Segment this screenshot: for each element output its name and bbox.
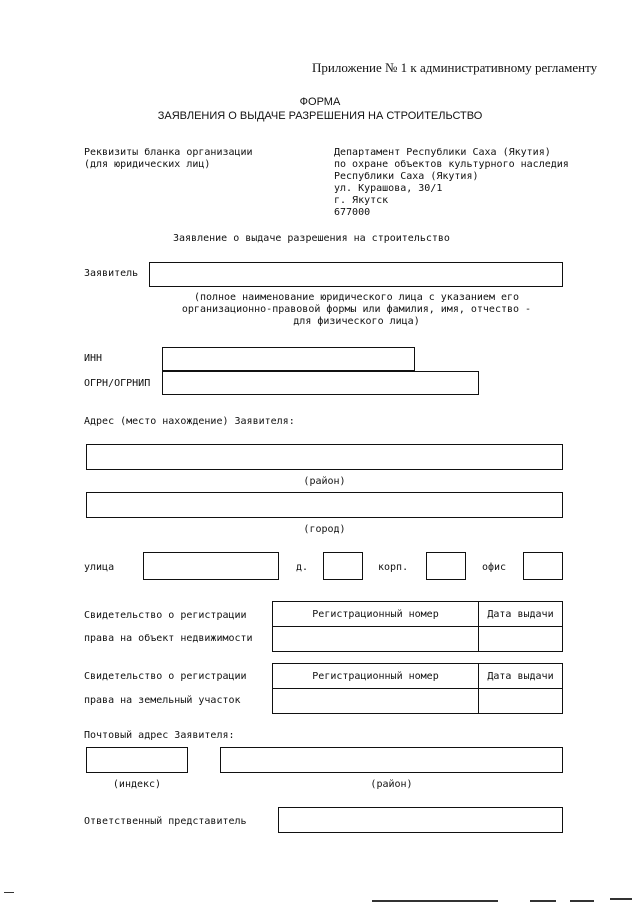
scan-artifact-line [372, 900, 498, 902]
statement-title: Заявление о выдаче разрешения на строительство [173, 233, 450, 244]
land-cert-col-date: Дата выдачи [479, 664, 563, 689]
applicant-hint: (полное наименование юридического лица с указанием его организационно-правовой формы или фамилия, имя, отчество - для физического лица) [181, 292, 532, 327]
inn-field[interactable] [162, 347, 415, 371]
address-city-field[interactable] [86, 492, 563, 518]
department-address: Департамент Республики Саха (Якутия) по охране объектов культурного наследия Республики Саха (Якутия) ул. Курашова, 30/1 г. Якутск 677000 [334, 147, 569, 218]
land-cert-table [272, 663, 563, 714]
postal-district-field[interactable] [220, 747, 563, 773]
land-cert-number-cell[interactable] [273, 689, 479, 714]
office-label: офис [482, 562, 507, 573]
land-cert-col-number: Регистрационный номер [273, 664, 479, 689]
property-cert-table [272, 601, 563, 652]
ogrn-label: ОГРН/ОГРНИП [84, 378, 151, 389]
building-field[interactable] [426, 552, 466, 580]
land-cert-label-line1: Свидетельство о регистрации [84, 671, 247, 682]
postal-index-caption: (индекс) [112, 779, 162, 790]
representative-label: Ответственный представитель [84, 816, 247, 827]
office-field[interactable] [523, 552, 563, 580]
land-cert-date-cell[interactable] [479, 689, 563, 714]
house-label: д. [296, 562, 309, 573]
property-cert-col-date: Дата выдачи [479, 602, 563, 627]
house-field[interactable] [323, 552, 363, 580]
representative-field[interactable] [278, 807, 563, 833]
postal-district-caption: (район) [370, 779, 413, 790]
address-district-field[interactable] [86, 444, 563, 470]
land-cert-label-line2: права на земельный участок [84, 695, 241, 706]
property-cert-number-cell[interactable] [273, 627, 479, 652]
scan-artifact-line [4, 892, 14, 893]
property-cert-label-line2: права на объект недвижимости [84, 633, 253, 644]
address-city-caption: (город) [303, 524, 346, 535]
street-label: улица [84, 562, 115, 573]
address-district-caption: (район) [303, 476, 346, 487]
property-cert-col-number: Регистрационный номер [273, 602, 479, 627]
appendix-note: Приложение № 1 к административному регламенту [312, 60, 598, 75]
inn-label: ИНН [84, 353, 103, 364]
scan-artifact-line [530, 900, 556, 902]
street-field[interactable] [143, 552, 279, 580]
postal-heading: Почтовый адрес Заявителя: [84, 730, 235, 741]
organization-requisites: Реквизиты бланка организации (для юридических лиц) [84, 147, 253, 170]
applicant-field[interactable] [149, 262, 563, 287]
scan-artifact-line [610, 898, 632, 900]
scan-artifact-line [570, 900, 594, 902]
form-title: ЗАЯВЛЕНИЯ О ВЫДАЧЕ РАЗРЕШЕНИЯ НА СТРОИТЕЛЬСТВО [157, 110, 483, 122]
form-word: ФОРМА [299, 96, 341, 108]
postal-index-field[interactable] [86, 747, 188, 773]
address-heading: Адрес (место нахождение) Заявителя: [84, 416, 295, 427]
property-cert-label-line1: Свидетельство о регистрации [84, 610, 247, 621]
building-label: корп. [378, 562, 409, 573]
applicant-label: Заявитель [84, 268, 139, 279]
ogrn-field[interactable] [162, 371, 479, 395]
property-cert-date-cell[interactable] [479, 627, 563, 652]
